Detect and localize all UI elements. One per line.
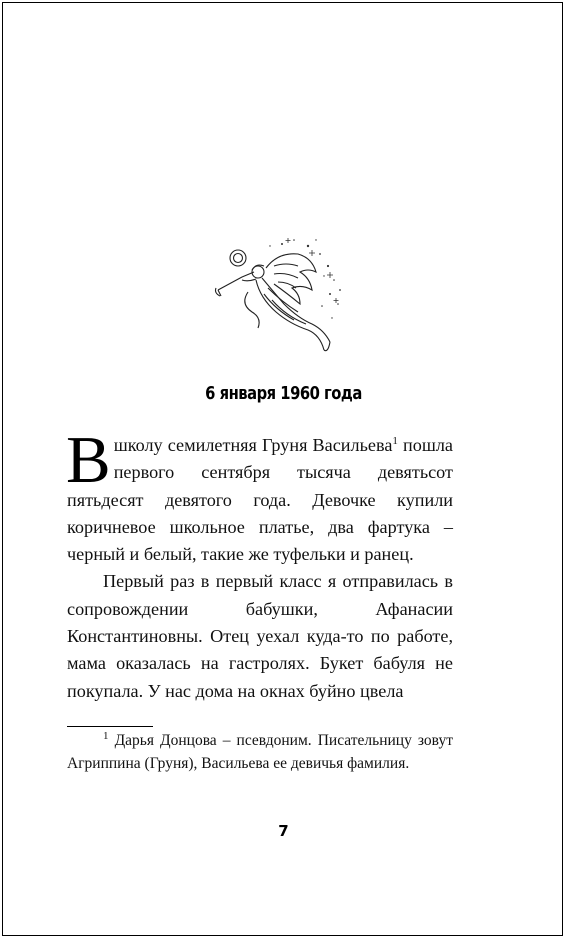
drop-cap: В: [66, 423, 111, 497]
footnote-text: Дарья Донцова – псевдоним. Писательницу зовут Агриппина (Груня), Васильева ее девичья фамилия.: [67, 732, 453, 772]
body-text: [66, 423, 453, 705]
footnote-divider: [67, 726, 153, 727]
paragraph-1-tail: пошла первого сентября тысяча девятьсот пятьдесят девятого года. Девочке купили коричневое школьное платье, два фартука – черный и белый, такие же туфельки и ранец.: [67, 435, 453, 565]
footnote-text-block: [67, 730, 453, 775]
footnote: [67, 730, 453, 775]
footnote-marker: 1: [103, 729, 109, 742]
paragraph-1: [66, 423, 453, 568]
chapter-heading: 6 января 1960 года: [205, 383, 362, 404]
paragraph-2: Первый раз в первый класс я отправилась в сопровождении бабушки, Афанасии Константиновны. Отец уехал куда-то по работе, мама оказалась на гастролях. Букет бабуля не покупала. У нас дома на окнах буйно цвела: [67, 571, 453, 701]
angel-trumpet-icon: [212, 232, 352, 354]
footnote-reference[interactable]: 1: [392, 434, 398, 447]
page-number: 7: [278, 822, 289, 840]
paragraph-1-text: школу семилетняя Груня Васильева: [113, 435, 393, 455]
